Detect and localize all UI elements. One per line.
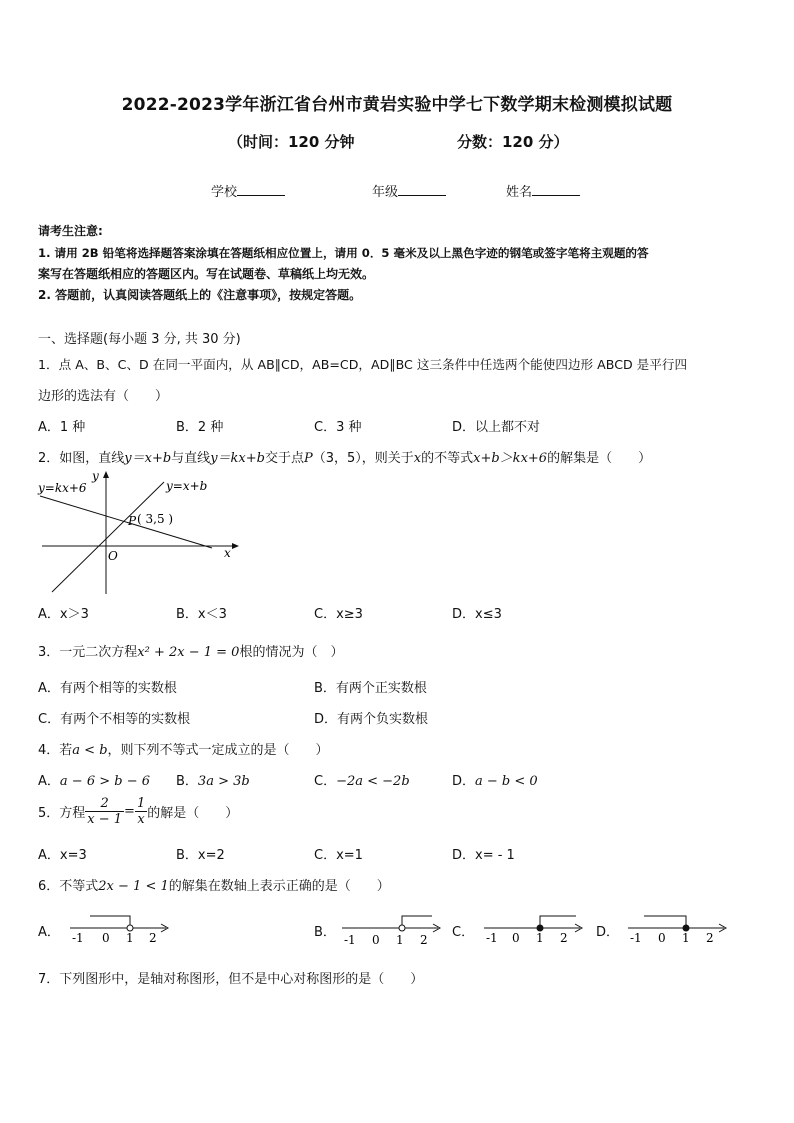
- solution-bracket-left: [644, 916, 686, 928]
- q3-option-d: D．有两个负实数根: [314, 712, 429, 727]
- exam-time: （时间：120 分钟: [228, 133, 355, 151]
- label-point-p: P: [128, 514, 137, 528]
- q2-suffix: 的解集是（ ）: [547, 451, 652, 466]
- q2-option-d: D．x≤3: [452, 607, 502, 622]
- name-blank: [532, 183, 580, 196]
- notes-line-1: 1. 请用 2B 铅笔将选择题答案涂填在答题纸相应位置上，请用 0．5 毫米及以上黑色字迹的钢笔或签字笔将主观题的答: [38, 246, 649, 260]
- q6-number-line-b: [338, 908, 448, 946]
- open-circle-marker: [399, 925, 405, 931]
- q4-prefix: 4．若: [38, 743, 73, 758]
- tick-label: 2: [706, 931, 714, 945]
- q5-option-c: C．x=1: [314, 848, 363, 863]
- tick-label: 0: [512, 931, 520, 945]
- tick-label: 0: [658, 931, 666, 945]
- tick-label: 1: [126, 931, 134, 945]
- label-y-axis: y: [92, 469, 99, 483]
- q2-option-c: C．x≥3: [314, 607, 363, 622]
- q4-option-d: [452, 770, 538, 789]
- q6-prefix: 6．不等式: [38, 879, 99, 894]
- q4-option-c-label: C．: [314, 774, 337, 789]
- q2-coords: （3，5），则关于: [312, 451, 414, 466]
- q1-option-d: D．以上都不对: [452, 420, 541, 435]
- notes-line-2: 案写在答题纸相应的答题区内。写在试题卷、草稿纸上均无效。: [38, 267, 375, 281]
- q6-number-line-c: [480, 908, 590, 946]
- notes-line-3: 2. 答题前，认真阅读答题纸上的《注意事项》，按规定答题。: [38, 288, 362, 302]
- tick-label: 2: [420, 933, 428, 946]
- q6-inequality: 2x − 1 < 1: [98, 879, 169, 894]
- q2-var: x: [413, 451, 422, 466]
- q2-option-b: B．x＜3: [176, 607, 227, 622]
- q5-numerator-left: 2: [85, 796, 124, 812]
- school-field: [211, 181, 285, 200]
- q5-option-a: A．x=3: [38, 848, 87, 863]
- y-axis-arrow-icon: [103, 471, 109, 478]
- q2-mid1: 与直线: [171, 451, 211, 466]
- q4-option-a-label: A．: [38, 774, 60, 789]
- name-field: [506, 181, 580, 200]
- q2-mid2: 交于点: [264, 451, 304, 466]
- tick-label: 1: [536, 931, 544, 945]
- q3-prefix: 3．一元二次方程: [38, 645, 138, 660]
- label-line-x-plus-b: y=x+b: [166, 479, 208, 493]
- q3-equation: x² + 2x − 1 = 0: [137, 645, 240, 660]
- solution-bracket-right: [402, 916, 432, 928]
- q6-option-a-label: A．: [38, 925, 60, 940]
- q4-option-b: [176, 770, 250, 789]
- q4-option-a: [38, 770, 150, 789]
- q4-condition: a < b: [72, 743, 108, 758]
- q4-option-d-text: a − b < 0: [475, 774, 538, 789]
- tick-label: 2: [560, 931, 568, 945]
- tick-label: 0: [372, 933, 380, 946]
- school-label: 学校: [211, 185, 238, 200]
- tick-label: 2: [149, 931, 157, 945]
- q6-number-line-a: [66, 908, 176, 946]
- q5-prefix: 5．方程: [38, 806, 86, 821]
- q5-option-b: B．x=2: [176, 848, 225, 863]
- q6-option-b-label: B．: [314, 925, 336, 940]
- q4-option-c: [314, 770, 410, 789]
- q4-option-b-label: B．: [176, 774, 198, 789]
- q5-suffix: 的解是（ ）: [147, 806, 239, 821]
- q6-suffix: 的解集在数轴上表示正确的是（ ）: [168, 879, 390, 894]
- q5-numerator-right: 1: [136, 796, 146, 811]
- q1-option-c: C．3 种: [314, 420, 362, 435]
- q5-denominator-left: x − 1: [87, 812, 123, 827]
- q4-stem: [38, 739, 329, 758]
- q7-stem: 7．下列图形中，是轴对称图形，但不是中心对称图形的是（ ）: [38, 972, 424, 987]
- x-axis-arrow-icon: [232, 543, 239, 549]
- q2-ineq: x+b＞kx+6: [473, 451, 548, 466]
- label-point-coords: ( 3,5 ): [137, 512, 174, 526]
- label-origin: O: [108, 549, 118, 563]
- tick-label: -1: [344, 933, 356, 946]
- q2-option-a: A．x＞3: [38, 607, 89, 622]
- school-blank: [237, 183, 285, 196]
- q6-stem: [38, 875, 390, 894]
- q1-option-b: B．2 种: [176, 420, 224, 435]
- page-title: 2022-2023学年浙江省台州市黄岩实验中学七下数学期末检测模拟试题: [121, 95, 673, 115]
- line-kx-plus-6: [40, 496, 212, 548]
- q1-stem-line-2: 边形的选法有（ ）: [38, 389, 169, 404]
- exam-score: 分数：120 分）: [457, 133, 569, 151]
- q6-number-line-d: [624, 908, 734, 946]
- q5-option-d: D．x= - 1: [452, 848, 515, 863]
- grade-label: 年级: [372, 185, 399, 200]
- q5-fraction-right: [135, 796, 147, 827]
- q4-option-c-text: −2a < −2b: [336, 774, 410, 789]
- q2-eq1: y＝x+b: [124, 451, 172, 466]
- tick-label: 0: [102, 931, 110, 945]
- q3-suffix: 根的情况为（ ）: [239, 645, 344, 660]
- label-line-kx-plus-6: y=kx+6: [38, 481, 87, 495]
- q1-stem-line-1: 1．点 A、B、C、D 在同一平面内，从 AB∥CD，AB=CD，AD∥BC 这三条件中任选两个能使四边形 ABCD 是平行四: [38, 357, 688, 372]
- q6-option-c-label: C．: [452, 925, 475, 940]
- line-x-plus-b: [52, 482, 164, 592]
- q4-option-d-label: D．: [452, 774, 476, 789]
- q5-equals: =: [124, 804, 135, 819]
- q4-option-b-text: 3a > 3b: [197, 774, 250, 789]
- q5-stem: [38, 796, 238, 827]
- q6-option-d-label: D．: [596, 925, 620, 940]
- tick-label: 1: [396, 933, 404, 946]
- q2-prefix: 2．如图，直线: [38, 451, 125, 466]
- q4-suffix: ，则下列不等式一定成立的是（ ）: [107, 743, 329, 758]
- tick-label: -1: [630, 931, 642, 945]
- label-x-axis: x: [224, 546, 231, 560]
- q5-fraction-left: [85, 796, 124, 827]
- q5-denominator-right: x: [137, 812, 145, 827]
- q2-eq2: y＝kx+b: [210, 451, 265, 466]
- grade-field: [372, 181, 446, 200]
- solution-bracket-right: [540, 916, 576, 928]
- grade-blank: [398, 183, 446, 196]
- name-label: 姓名: [506, 185, 533, 200]
- q2-mid3: 的不等式: [421, 451, 474, 466]
- tick-label: -1: [486, 931, 498, 945]
- q2-figure: [36, 468, 246, 596]
- section-heading: 一、选择题(每小题 3 分, 共 30 分): [38, 332, 241, 347]
- q1-option-a: A．1 种: [38, 420, 86, 435]
- notes-heading: 请考生注意:: [38, 224, 103, 238]
- q3-option-b: B．有两个正实数根: [314, 681, 427, 696]
- solution-bracket-left: [90, 916, 130, 928]
- q3-stem: [38, 641, 343, 660]
- q4-option-a-text: a − 6 > b − 6: [59, 774, 150, 789]
- q3-option-a: A．有两个相等的实数根: [38, 681, 177, 696]
- q2-point: P: [303, 451, 313, 466]
- tick-label: 1: [682, 931, 690, 945]
- q2-stem: [38, 447, 651, 466]
- tick-label: -1: [72, 931, 84, 945]
- q3-option-c: C．有两个不相等的实数根: [38, 712, 191, 727]
